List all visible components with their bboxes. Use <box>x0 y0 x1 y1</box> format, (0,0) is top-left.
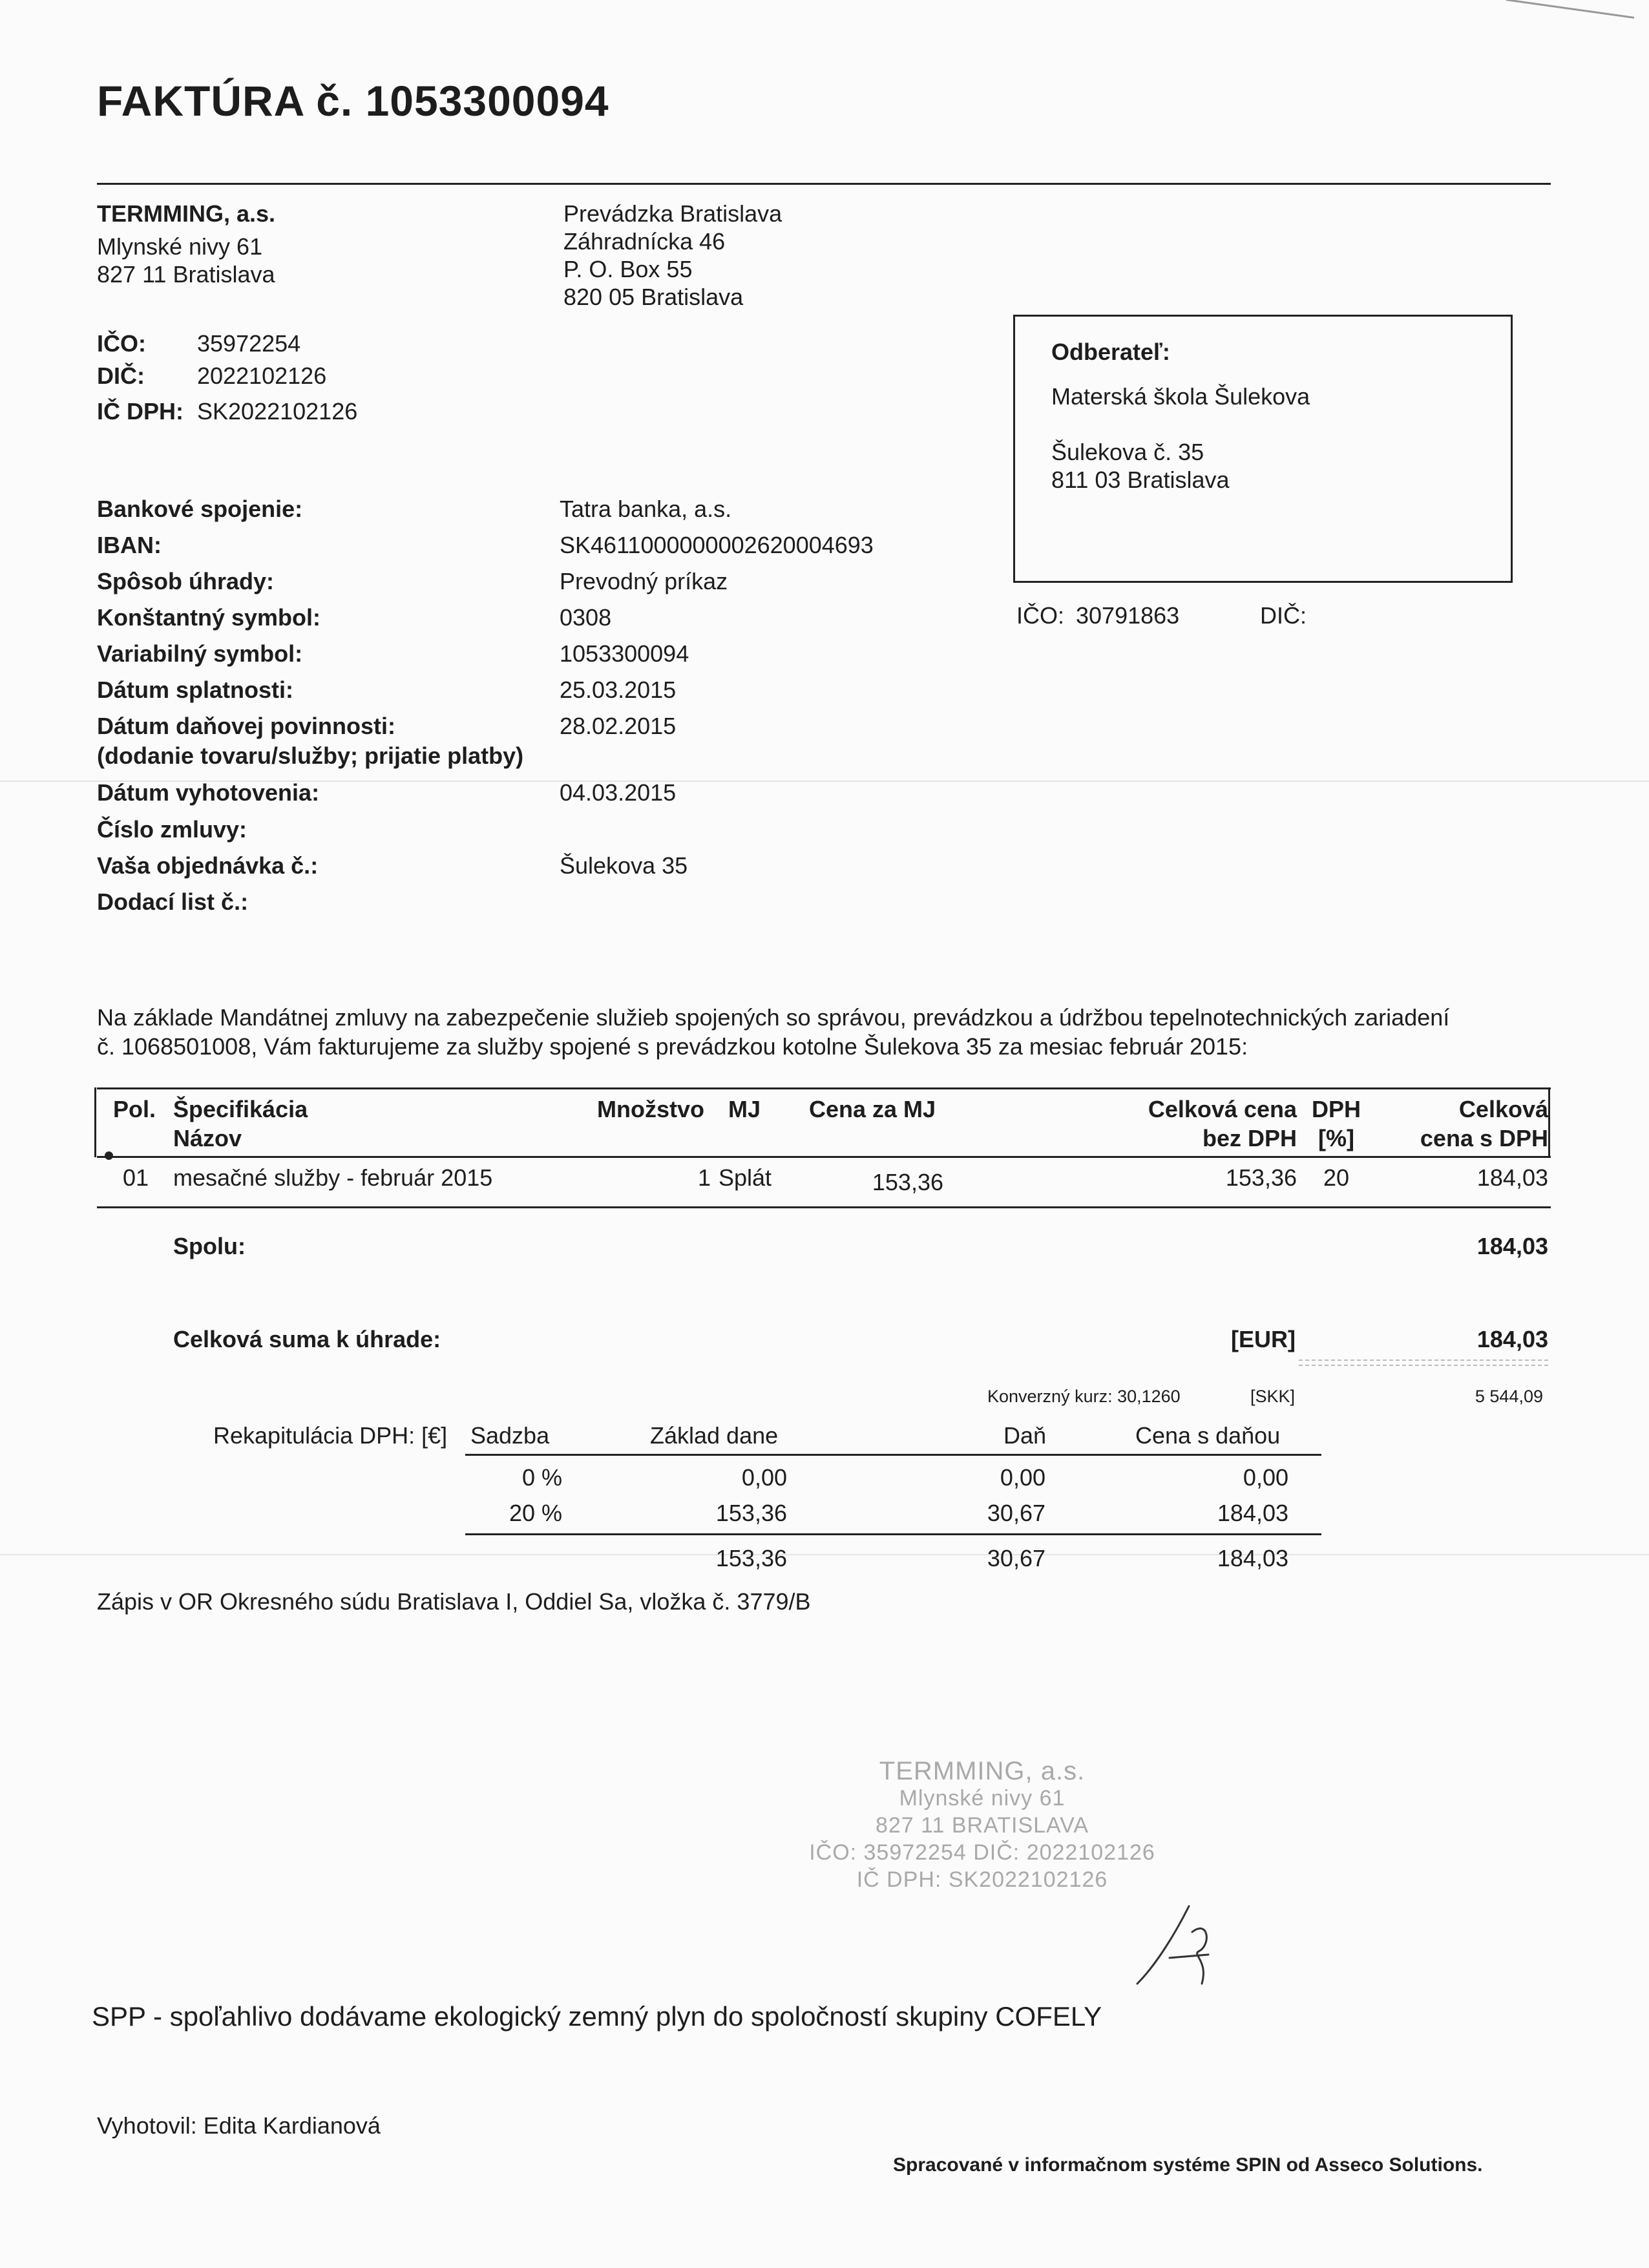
signature <box>1131 1893 1247 2003</box>
vat-sadzba: 20 % <box>509 1500 562 1526</box>
detail-label: Bankové spojenie: <box>97 496 303 522</box>
spolu-label: Spolu: <box>173 1233 246 1259</box>
col-header-cena-mj: Cena za MJ <box>809 1096 936 1122</box>
registry-note: Zápis v OR Okresného súdu Bratislava I, Oddiel Sa, vložka č. 3779/B <box>97 1588 811 1615</box>
supplier-dic-label: DIČ: <box>97 362 145 389</box>
supplier-icdph-label: IČ DPH: <box>97 398 184 425</box>
intro-line-2: č. 1068501008, Vám fakturujeme za služby spojené s prevádzkou kotolne Šulekova 35 za mesiac február 2015: <box>97 1033 1248 1060</box>
spolu-value: 184,03 <box>1476 1233 1548 1259</box>
vat-header-zaklad: Základ dane <box>650 1422 779 1449</box>
row-dph: 20 <box>1323 1164 1350 1191</box>
items-table-left-border <box>94 1087 96 1157</box>
row-cena-mj: 153,36 <box>872 1169 943 1195</box>
customer-ico: 30791863 <box>1076 602 1180 629</box>
conversion-rate: Konverzný kurz: 30,1260 <box>987 1387 1181 1406</box>
items-header-bottom-line <box>97 1156 1551 1158</box>
col-header-celkova-s-2: cena s DPH <box>1420 1125 1548 1151</box>
vat-sadzba: 0 % <box>521 1464 562 1491</box>
items-table-top-line <box>97 1087 1551 1089</box>
detail-value: 1053300094 <box>560 640 689 667</box>
vat-total-dan: 30,67 <box>987 1545 1045 1571</box>
vat-total-cena: 184,03 <box>1217 1545 1288 1571</box>
suma-currency: [EUR] <box>1231 1326 1296 1352</box>
customer-ico-label: IČO: <box>1016 602 1065 629</box>
scan-line <box>0 1554 1649 1555</box>
col-header-nazov: Názov <box>173 1125 242 1151</box>
supplier-ico: 35972254 <box>197 330 301 357</box>
suma-value: 184,03 <box>1476 1326 1548 1352</box>
customer-street: Šulekova č. 35 <box>1051 439 1204 465</box>
stamp-line: TERMMING, a.s. <box>879 1757 1086 1785</box>
detail-label: (dodanie tovaru/služby; prijatie platby) <box>97 742 524 769</box>
row-mj: Splát <box>719 1164 772 1191</box>
vat-cena: 184,03 <box>1217 1500 1288 1526</box>
vat-header-cena: Cena s daňou <box>1135 1422 1281 1449</box>
col-header-celkova-bez-1: Celková cena <box>1148 1096 1297 1122</box>
vat-zaklad: 0,00 <box>741 1464 787 1491</box>
detail-label: Dodací list č.: <box>97 888 249 915</box>
detail-label: Variabilný symbol: <box>97 640 303 667</box>
detail-value: 28.02.2015 <box>560 713 677 739</box>
vat-dan: 0,00 <box>1000 1464 1045 1491</box>
branch-pobox: P. O. Box 55 <box>563 256 693 282</box>
footer-note: Spracované v informačnom systéme SPIN od Asseco Solutions. <box>893 2154 1483 2176</box>
col-header-spec: Špecifikácia <box>173 1096 308 1122</box>
detail-value: Prevodný príkaz <box>560 568 728 594</box>
issued-by: Vyhotovil: Edita Kardianová <box>97 2112 381 2139</box>
title-divider <box>97 183 1551 185</box>
stamp-line: IČO: 35972254 DIČ: 2022102126 <box>809 1840 1155 1865</box>
vat-header-sadzba: Sadzba <box>470 1422 550 1449</box>
customer-heading: Odberateľ: <box>1051 339 1170 365</box>
intro-line-1: Na základe Mandátnej zmluvy na zabezpečenie služieb spojených so správou, prevádzkou a údržbou tepelnotechnických zariadení <box>97 1004 1450 1031</box>
slogan: SPP - spoľahlivo dodávame ekologický zemný plyn do spoločností skupiny COFELY <box>92 2001 1102 2032</box>
branch-street: Záhradnícka 46 <box>563 228 726 255</box>
col-header-celkova-s-1: Celková <box>1458 1096 1548 1122</box>
customer-name: Materská škola Šulekova <box>1051 383 1310 410</box>
company-stamp <box>775 1758 1189 1893</box>
row-pol: 01 <box>123 1164 149 1191</box>
vat-dan: 30,67 <box>987 1500 1045 1526</box>
detail-label: Spôsob úhrady: <box>97 568 275 594</box>
detail-value: 04.03.2015 <box>560 779 677 806</box>
detail-value: 25.03.2015 <box>560 677 677 703</box>
vat-header-dan: Daň <box>1003 1422 1047 1449</box>
vat-recap-label: Rekapitulácia DPH: [€] <box>213 1422 448 1449</box>
suma-underline <box>1299 1360 1548 1361</box>
detail-value: 0308 <box>560 604 612 631</box>
detail-label: IBAN: <box>97 532 162 558</box>
detail-label: Číslo zmluvy: <box>97 816 247 843</box>
supplier-ico-label: IČO: <box>97 330 146 357</box>
detail-label: Dátum splatnosti: <box>97 677 294 703</box>
stamp-line: Mlynské nivy 61 <box>899 1786 1066 1811</box>
stamp-line: 827 11 BRATISLAVA <box>875 1813 1089 1838</box>
col-header-celkova-bez-2: bez DPH <box>1202 1125 1297 1151</box>
supplier-dic: 2022102126 <box>197 362 327 389</box>
supplier-icdph: SK2022102126 <box>197 398 358 425</box>
row-s-dph: 184,03 <box>1476 1164 1548 1191</box>
supplier-name: TERMMING, a.s. <box>97 200 276 227</box>
branch-city: 820 05 Bratislava <box>563 284 744 310</box>
suma-label: Celková suma k úhrade: <box>173 1326 441 1352</box>
supplier-street: Mlynské nivy 61 <box>97 233 263 260</box>
suma-underline <box>1299 1365 1548 1366</box>
stamp-line: IČ DPH: SK2022102126 <box>856 1867 1108 1892</box>
bullet-mark <box>105 1151 113 1160</box>
col-header-dph-1: DPH <box>1312 1096 1361 1122</box>
detail-label: Vaša objednávka č.: <box>97 852 319 879</box>
row-mnozstvo: 1 <box>697 1164 711 1191</box>
vat-header-line <box>465 1454 1321 1456</box>
detail-value: Tatra banka, a.s. <box>560 496 732 522</box>
col-header-mj: MJ <box>728 1096 761 1122</box>
col-header-dph-2: [%] <box>1318 1125 1354 1151</box>
detail-label: Dátum daňovej povinnosti: <box>97 713 396 739</box>
col-header-pol: Pol. <box>113 1096 156 1122</box>
col-header-mnozstvo: Množstvo <box>597 1096 704 1122</box>
supplier-city: 827 11 Bratislava <box>97 261 275 288</box>
detail-label: Konštantný symbol: <box>97 604 321 631</box>
detail-value: Šulekova 35 <box>560 852 688 879</box>
row-bez-dph: 153,36 <box>1225 1164 1297 1191</box>
conversion-value: 5 544,09 <box>1475 1387 1543 1406</box>
row-nazov: mesačné služby - február 2015 <box>173 1164 493 1191</box>
scan-mark <box>1506 0 1634 19</box>
customer-dic-label: DIČ: <box>1260 602 1307 629</box>
invoice-title: FAKTÚRA č. 1053300094 <box>97 77 609 125</box>
items-rows-bottom-line <box>97 1206 1551 1208</box>
detail-value: SK4611000000002620004693 <box>560 532 874 558</box>
vat-zaklad: 153,36 <box>715 1500 787 1526</box>
conversion-currency: [SKK] <box>1250 1387 1296 1406</box>
detail-label: Dátum vyhotovenia: <box>97 779 320 806</box>
items-table-right-border <box>1548 1087 1550 1157</box>
customer-city: 811 03 Bratislava <box>1051 467 1230 493</box>
vat-total-line <box>465 1533 1321 1535</box>
vat-cena: 0,00 <box>1243 1464 1288 1491</box>
vat-total-zaklad: 153,36 <box>715 1545 787 1571</box>
branch-name: Prevádzka Bratislava <box>563 200 782 227</box>
